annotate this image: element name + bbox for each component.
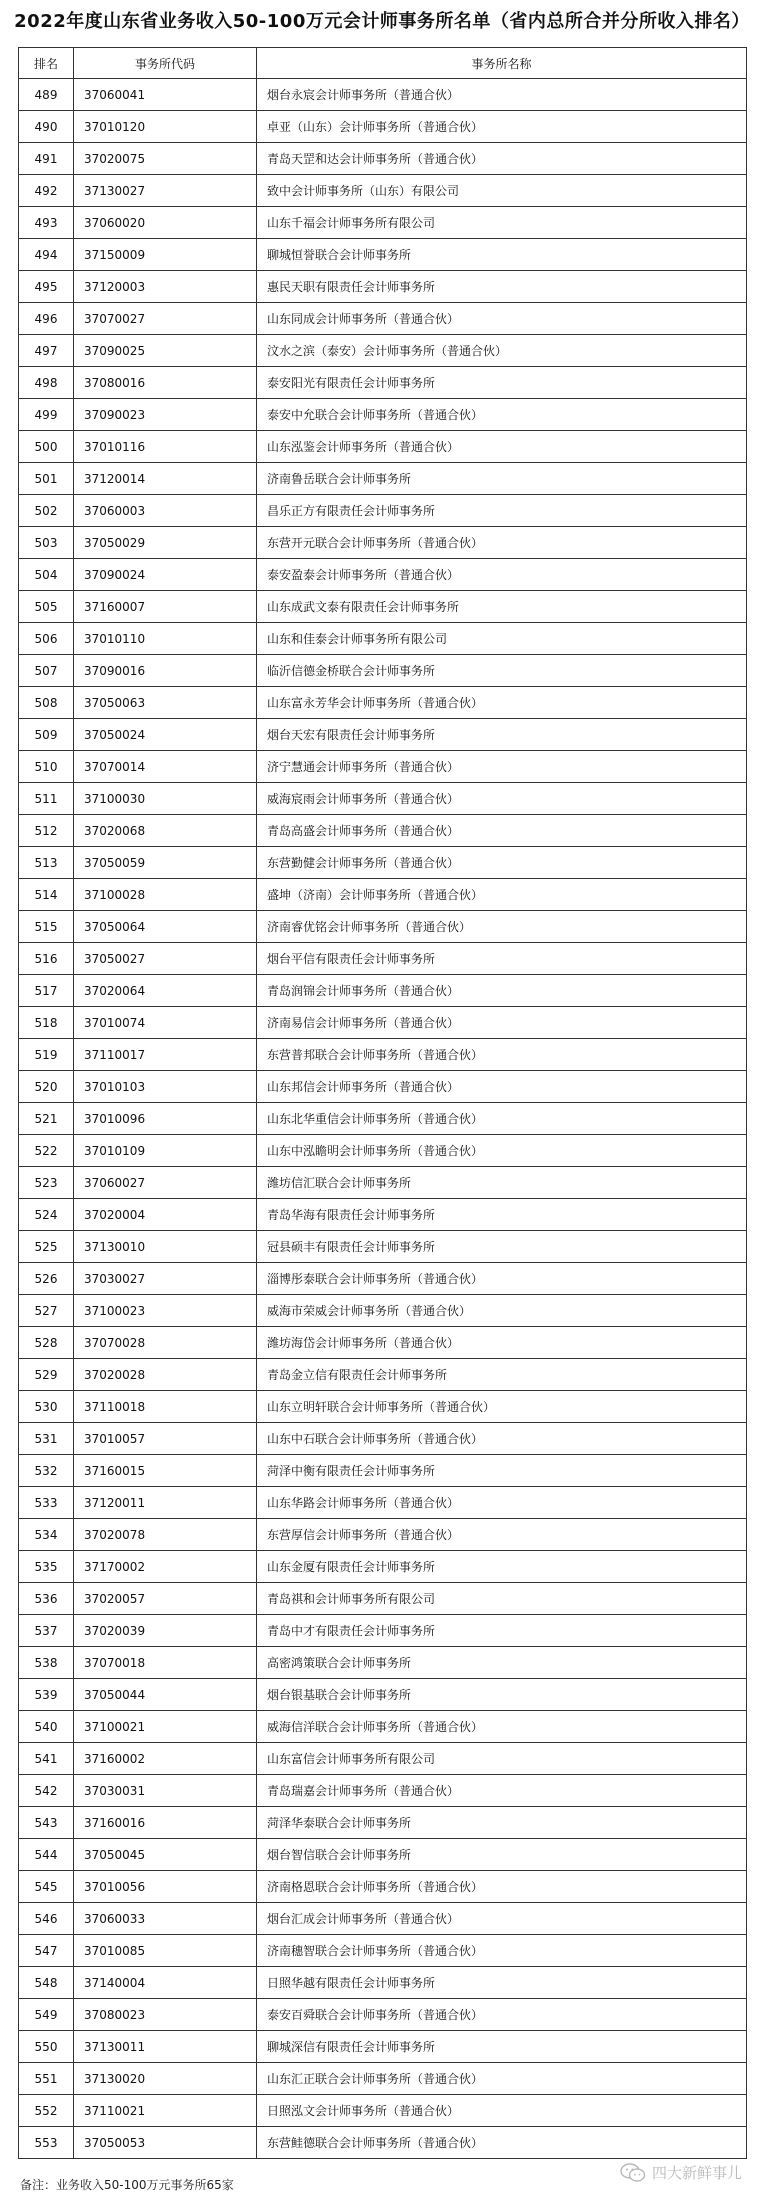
cell-name: 山东和佳泰会计师事务所有限公司 [257,623,747,655]
table-row [19,1775,747,1807]
cell-name: 青岛瑞嘉会计师事务所（普通合伙） [257,1775,747,1807]
cell-code: 37010110 [74,623,257,655]
cell-name: 山东成武文泰有限责任会计师事务所 [257,591,747,623]
cell-code: 37020075 [74,143,257,175]
table-row [19,495,747,527]
cell-code: 37060027 [74,1167,257,1199]
cell-rank: 495 [19,271,74,303]
cell-code: 37060003 [74,495,257,527]
cell-name: 青岛中才有限责任会计师事务所 [257,1615,747,1647]
cell-rank: 528 [19,1327,74,1359]
cell-rank: 544 [19,1839,74,1871]
cell-code: 37130010 [74,1231,257,1263]
cell-name: 威海宸雨会计师事务所（普通合伙） [257,783,747,815]
table-row [19,879,747,911]
table-row [19,623,747,655]
cell-rank: 524 [19,1199,74,1231]
watermark [620,2162,742,2183]
cell-code: 37010103 [74,1071,257,1103]
cell-code: 37020004 [74,1199,257,1231]
cell-code: 37030031 [74,1775,257,1807]
table-row [19,399,747,431]
cell-rank: 551 [19,2063,74,2095]
table-row [19,2095,747,2127]
cell-rank: 491 [19,143,74,175]
cell-name: 泰安百舜联合会计师事务所（普通合伙） [257,1999,747,2031]
cell-name: 聊城深信有限责任会计师事务所 [257,2031,747,2063]
cell-rank: 518 [19,1007,74,1039]
table-row [19,335,747,367]
table-row [19,815,747,847]
watermark-text: 四大新鲜事儿 [651,2164,742,2182]
table-row [19,207,747,239]
cell-code: 37050044 [74,1679,257,1711]
table-row [19,751,747,783]
table-row [19,1615,747,1647]
table-row [19,111,747,143]
cell-name: 山东金厦有限责任会计师事务所 [257,1551,747,1583]
cell-code: 37030027 [74,1263,257,1295]
cell-code: 37010096 [74,1103,257,1135]
cell-rank: 547 [19,1935,74,1967]
cell-rank: 512 [19,815,74,847]
cell-name: 潍坊海岱会计师事务所（普通合伙） [257,1327,747,1359]
table-row [19,687,747,719]
cell-rank: 519 [19,1039,74,1071]
cell-name: 济南易信会计师事务所（普通合伙） [257,1007,747,1039]
table-row [19,1167,747,1199]
cell-code: 37010109 [74,1135,257,1167]
header-rank: 排名 [19,48,74,79]
cell-name: 泰安阳光有限责任会计师事务所 [257,367,747,399]
cell-rank: 546 [19,1903,74,1935]
cell-name: 山东富永芳华会计师事务所（普通合伙） [257,687,747,719]
table-row [19,591,747,623]
cell-rank: 526 [19,1263,74,1295]
cell-rank: 536 [19,1583,74,1615]
cell-code: 37010074 [74,1007,257,1039]
cell-code: 37070027 [74,303,257,335]
cell-rank: 534 [19,1519,74,1551]
cell-code: 37050029 [74,527,257,559]
table-row [19,1359,747,1391]
table-row [19,847,747,879]
cell-name: 青岛高盛会计师事务所（普通合伙） [257,815,747,847]
cell-code: 37130027 [74,175,257,207]
cell-name: 东营普邦联合会计师事务所（普通合伙） [257,1039,747,1071]
cell-name: 青岛天罡和达会计师事务所（普通合伙） [257,143,747,175]
table-row [19,1519,747,1551]
cell-name: 山东泓鉴会计师事务所（普通合伙） [257,431,747,463]
cell-rank: 538 [19,1647,74,1679]
cell-rank: 502 [19,495,74,527]
footnote: 备注：业务收入50-100万元事务所65家 [20,2178,234,2192]
table-row [19,943,747,975]
cell-rank: 510 [19,751,74,783]
cell-rank: 529 [19,1359,74,1391]
cell-code: 37020064 [74,975,257,1007]
cell-name: 聊城恒誉联合会计师事务所 [257,239,747,271]
cell-name: 济南格恩联合会计师事务所（普通合伙） [257,1871,747,1903]
cell-name: 烟台天宏有限责任会计师事务所 [257,719,747,751]
cell-rank: 525 [19,1231,74,1263]
cell-name: 惠民天职有限责任会计师事务所 [257,271,747,303]
table-row [19,143,747,175]
cell-name: 青岛祺和会计师事务所有限公司 [257,1583,747,1615]
cell-rank: 523 [19,1167,74,1199]
cell-rank: 513 [19,847,74,879]
cell-code: 37050063 [74,687,257,719]
cell-rank: 500 [19,431,74,463]
cell-name: 山东华路会计师事务所（普通合伙） [257,1487,747,1519]
table-row [19,1199,747,1231]
table-row [19,1263,747,1295]
table-row [19,559,747,591]
cell-name: 济南穗智联合会计师事务所（普通合伙） [257,1935,747,1967]
cell-name: 山东汇正联合会计师事务所（普通合伙） [257,2063,747,2095]
cell-name: 烟台银基联合会计师事务所 [257,1679,747,1711]
table-row [19,1487,747,1519]
cell-name: 菏泽华泰联合会计师事务所 [257,1807,747,1839]
cell-code: 37080016 [74,367,257,399]
cell-code: 37020078 [74,1519,257,1551]
cell-code: 37150009 [74,239,257,271]
cell-code: 37050059 [74,847,257,879]
cell-rank: 539 [19,1679,74,1711]
table-row [19,1423,747,1455]
cell-rank: 535 [19,1551,74,1583]
header-name: 事务所名称 [257,48,747,79]
cell-name: 山东千福会计师事务所有限公司 [257,207,747,239]
table-row [19,1967,747,1999]
table-row [19,2031,747,2063]
cell-code: 37020068 [74,815,257,847]
table-row [19,1551,747,1583]
cell-rank: 517 [19,975,74,1007]
cell-name: 威海市荣威会计师事务所（普通合伙） [257,1295,747,1327]
cell-rank: 521 [19,1103,74,1135]
cell-name: 临沂信德金桥联合会计师事务所 [257,655,747,687]
cell-name: 高密鸿策联合会计师事务所 [257,1647,747,1679]
table-row [19,1583,747,1615]
cell-rank: 492 [19,175,74,207]
firm-ranking-table [18,47,747,2159]
cell-code: 37050024 [74,719,257,751]
cell-code: 37050053 [74,2127,257,2159]
cell-code: 37130011 [74,2031,257,2063]
cell-code: 37100030 [74,783,257,815]
cell-code: 37110018 [74,1391,257,1423]
cell-name: 济南睿优铭会计师事务所（普通合伙） [257,911,747,943]
cell-name: 山东同成会计师事务所（普通合伙） [257,303,747,335]
cell-rank: 497 [19,335,74,367]
cell-code: 37160002 [74,1743,257,1775]
cell-rank: 530 [19,1391,74,1423]
table-row [19,1039,747,1071]
cell-code: 37050027 [74,943,257,975]
cell-code: 37100023 [74,1295,257,1327]
cell-name: 烟台平信有限责任会计师事务所 [257,943,747,975]
cell-code: 37170002 [74,1551,257,1583]
table-row [19,1679,747,1711]
table-row [19,239,747,271]
cell-code: 37120014 [74,463,257,495]
cell-code: 37070018 [74,1647,257,1679]
cell-rank: 543 [19,1807,74,1839]
cell-code: 37050064 [74,911,257,943]
cell-code: 37010116 [74,431,257,463]
cell-name: 汶水之滨（泰安）会计师事务所（普通合伙） [257,335,747,367]
table-row [19,975,747,1007]
table-row [19,655,747,687]
cell-name: 东营厚信会计师事务所（普通合伙） [257,1519,747,1551]
cell-rank: 490 [19,111,74,143]
cell-code: 37130020 [74,2063,257,2095]
cell-name: 泰安中允联合会计师事务所（普通合伙） [257,399,747,431]
cell-name: 山东北华重信会计师事务所（普通合伙） [257,1103,747,1135]
table-body [19,79,747,2159]
cell-name: 致中会计师事务所（山东）有限公司 [257,175,747,207]
cell-name: 东营鲑德联合会计师事务所（普通合伙） [257,2127,747,2159]
cell-rank: 542 [19,1775,74,1807]
table-row [19,1007,747,1039]
cell-rank: 533 [19,1487,74,1519]
table-row [19,1935,747,1967]
cell-name: 盛坤（济南）会计师事务所（普通合伙） [257,879,747,911]
cell-name: 日照泓文会计师事务所（普通合伙） [257,2095,747,2127]
table-row [19,1231,747,1263]
cell-code: 37010120 [74,111,257,143]
table-row [19,1647,747,1679]
cell-name: 菏泽中衡有限责任会计师事务所 [257,1455,747,1487]
cell-name: 烟台汇成会计师事务所（普通合伙） [257,1903,747,1935]
cell-rank: 501 [19,463,74,495]
table-row [19,1135,747,1167]
table-row [19,1807,747,1839]
table-row [19,1327,747,1359]
cell-rank: 515 [19,911,74,943]
cell-code: 37090024 [74,559,257,591]
table-row [19,1103,747,1135]
cell-code: 37020039 [74,1615,257,1647]
cell-code: 37010056 [74,1871,257,1903]
cell-code: 37140004 [74,1967,257,1999]
table-row [19,367,747,399]
cell-code: 37120011 [74,1487,257,1519]
cell-rank: 550 [19,2031,74,2063]
cell-rank: 531 [19,1423,74,1455]
table-row [19,1391,747,1423]
cell-name: 卓亚（山东）会计师事务所（普通合伙） [257,111,747,143]
cell-rank: 522 [19,1135,74,1167]
table-row [19,2063,747,2095]
table-row [19,79,747,111]
cell-code: 37020028 [74,1359,257,1391]
table-header-row [19,48,747,79]
cell-rank: 499 [19,399,74,431]
cell-name: 山东富信会计师事务所有限公司 [257,1743,747,1775]
cell-rank: 548 [19,1967,74,1999]
table-row [19,1071,747,1103]
cell-code: 37010085 [74,1935,257,1967]
cell-rank: 514 [19,879,74,911]
cell-code: 37080023 [74,1999,257,2031]
cell-code: 37160016 [74,1807,257,1839]
cell-name: 东营勤健会计师事务所（普通合伙） [257,847,747,879]
cell-name: 济南鲁岳联合会计师事务所 [257,463,747,495]
table-row [19,527,747,559]
cell-code: 37020057 [74,1583,257,1615]
cell-code: 37160007 [74,591,257,623]
cell-rank: 494 [19,239,74,271]
cell-name: 东营开元联合会计师事务所（普通合伙） [257,527,747,559]
table-row [19,431,747,463]
cell-code: 37110017 [74,1039,257,1071]
table-row [19,1743,747,1775]
cell-code: 37120003 [74,271,257,303]
table-row [19,719,747,751]
table-row [19,1455,747,1487]
cell-rank: 516 [19,943,74,975]
cell-code: 37060041 [74,79,257,111]
cell-name: 昌乐正方有限责任会计师事务所 [257,495,747,527]
cell-rank: 545 [19,1871,74,1903]
table-row [19,783,747,815]
cell-rank: 549 [19,1999,74,2031]
cell-rank: 520 [19,1071,74,1103]
cell-rank: 540 [19,1711,74,1743]
cell-code: 37070014 [74,751,257,783]
wechat-icon [620,2163,646,2183]
cell-rank: 527 [19,1295,74,1327]
cell-name: 青岛润锦会计师事务所（普通合伙） [257,975,747,1007]
table-row [19,1295,747,1327]
cell-code: 37100028 [74,879,257,911]
cell-rank: 509 [19,719,74,751]
cell-rank: 553 [19,2127,74,2159]
cell-rank: 511 [19,783,74,815]
cell-name: 威海信洋联合会计师事务所（普通合伙） [257,1711,747,1743]
cell-rank: 493 [19,207,74,239]
cell-name: 日照华越有限责任会计师事务所 [257,1967,747,1999]
cell-code: 37050045 [74,1839,257,1871]
cell-rank: 552 [19,2095,74,2127]
cell-rank: 532 [19,1455,74,1487]
cell-name: 济宁慧通会计师事务所（普通合伙） [257,751,747,783]
table-row [19,1871,747,1903]
cell-code: 37060033 [74,1903,257,1935]
cell-code: 37090025 [74,335,257,367]
cell-code: 37060020 [74,207,257,239]
cell-name: 泰安盈泰会计师事务所（普通合伙） [257,559,747,591]
cell-name: 烟台永宸会计师事务所（普通合伙） [257,79,747,111]
table-row [19,1903,747,1935]
page-title: 2022年度山东省业务收入50-100万元会计师事务所名单（省内总所合并分所收入排名） [14,11,750,32]
table-row [19,2127,747,2159]
cell-rank: 537 [19,1615,74,1647]
cell-name: 青岛金立信有限责任会计师事务所 [257,1359,747,1391]
table-row [19,1839,747,1871]
cell-rank: 503 [19,527,74,559]
cell-name: 潍坊信汇联合会计师事务所 [257,1167,747,1199]
cell-name: 烟台智信联合会计师事务所 [257,1839,747,1871]
table-row [19,271,747,303]
cell-rank: 504 [19,559,74,591]
header-code: 事务所代码 [74,48,257,79]
cell-code: 37160015 [74,1455,257,1487]
cell-name: 山东邦信会计师事务所（普通合伙） [257,1071,747,1103]
table-row [19,303,747,335]
cell-name: 青岛华海有限责任会计师事务所 [257,1199,747,1231]
cell-rank: 507 [19,655,74,687]
cell-rank: 541 [19,1743,74,1775]
table-row [19,175,747,207]
table-row [19,1999,747,2031]
cell-code: 37010057 [74,1423,257,1455]
cell-code: 37100021 [74,1711,257,1743]
cell-code: 37090016 [74,655,257,687]
table-row [19,1711,747,1743]
cell-name: 山东中石联合会计师事务所（普通合伙） [257,1423,747,1455]
cell-code: 37070028 [74,1327,257,1359]
cell-code: 37090023 [74,399,257,431]
cell-rank: 498 [19,367,74,399]
cell-rank: 489 [19,79,74,111]
cell-name: 淄博彤泰联合会计师事务所（普通合伙） [257,1263,747,1295]
cell-rank: 496 [19,303,74,335]
cell-rank: 505 [19,591,74,623]
table-row [19,911,747,943]
cell-name: 冠县硕丰有限责任会计师事务所 [257,1231,747,1263]
cell-code: 37110021 [74,2095,257,2127]
table-row [19,463,747,495]
cell-rank: 506 [19,623,74,655]
cell-name: 山东立明轩联合会计师事务所（普通合伙） [257,1391,747,1423]
cell-name: 山东中泓瞻明会计师事务所（普通合伙） [257,1135,747,1167]
cell-rank: 508 [19,687,74,719]
